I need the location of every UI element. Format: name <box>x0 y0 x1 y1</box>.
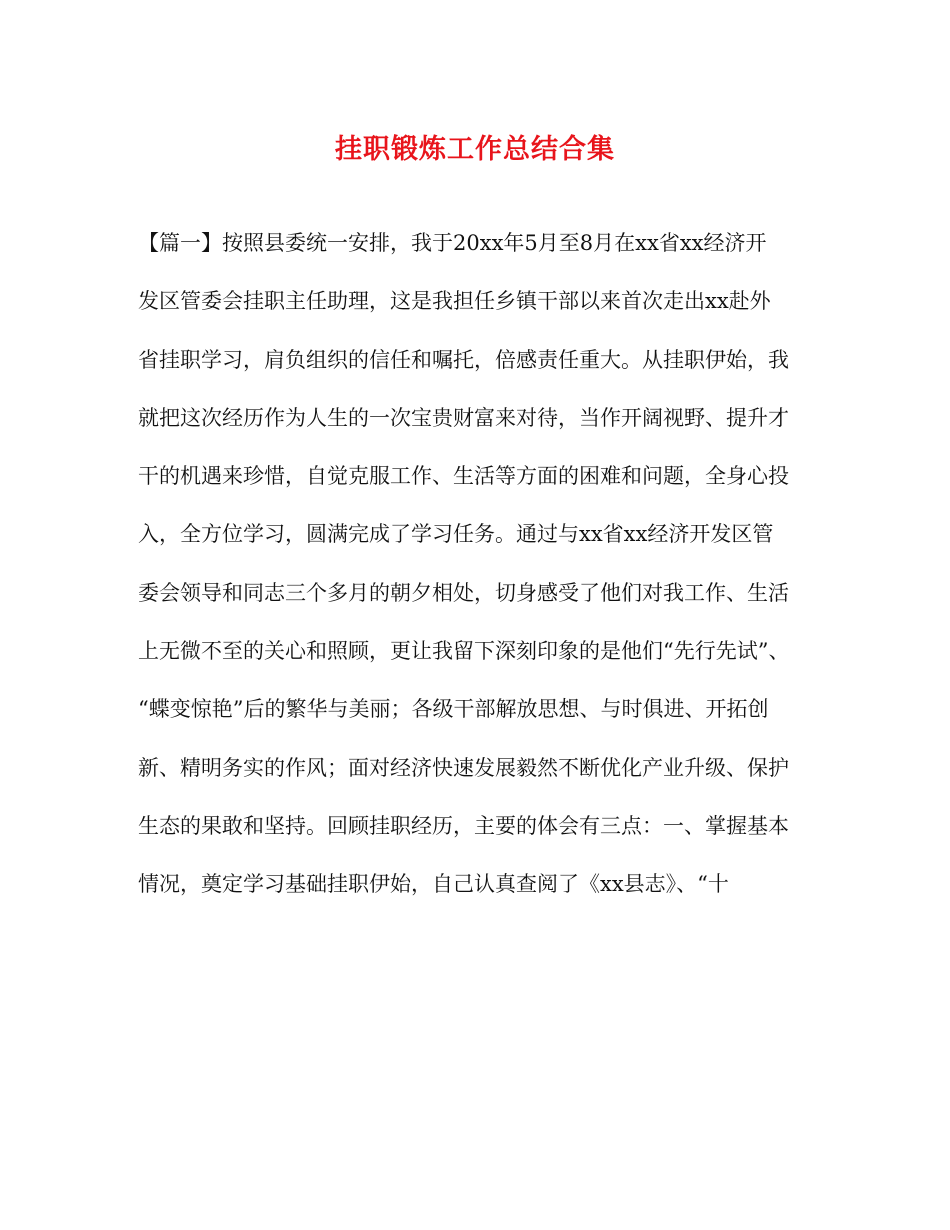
body-line: 上无微不至的关心和照顾，更让我留下深刻印象的是他们“先行先试”、 <box>138 639 790 664</box>
body-line: 新、精明务实的作风；面对经济快速发展毅然不断优化产业升级、保护 <box>138 755 789 780</box>
body-line: 就把这次经历作为人生的一次宝贵财富来对待，当作开阔视野、提升才 <box>138 405 789 430</box>
body-line: “蝶变惊艳”后的繁华与美丽；各级干部解放思想、与时俱进、开拓创 <box>138 697 769 722</box>
body-line: 发区管委会挂职主任助理，这是我担任乡镇干部以来首次走出xx赴外 <box>138 289 771 314</box>
body-line: 情况，奠定学习基础挂职伊始，自己认真查阅了《xx县志》、“十 <box>138 872 729 897</box>
document-title: 挂职锻炼工作总结合集 <box>335 134 615 165</box>
body-line: 干的机遇来珍惜，自觉克服工作、生活等方面的困难和问题，全身心投 <box>138 464 789 489</box>
body-line: 入，全方位学习，圆满完成了学习任务。通过与xx省xx经济开发区管 <box>138 522 774 547</box>
body-line: 【篇一】按照县委统一安排，我于20xx年5月至8月在xx省xx经济开 <box>138 231 767 255</box>
body-line: 生态的果敢和坚持。回顾挂职经历，主要的体会有三点：一、掌握基本 <box>138 813 789 838</box>
body-line: 省挂职学习，肩负组织的信任和嘱托，倍感责任重大。从挂职伊始，我 <box>138 347 789 372</box>
body-line: 委会领导和同志三个多月的朝夕相处，切身感受了他们对我工作、生活 <box>138 580 789 605</box>
document-body <box>138 214 838 914</box>
